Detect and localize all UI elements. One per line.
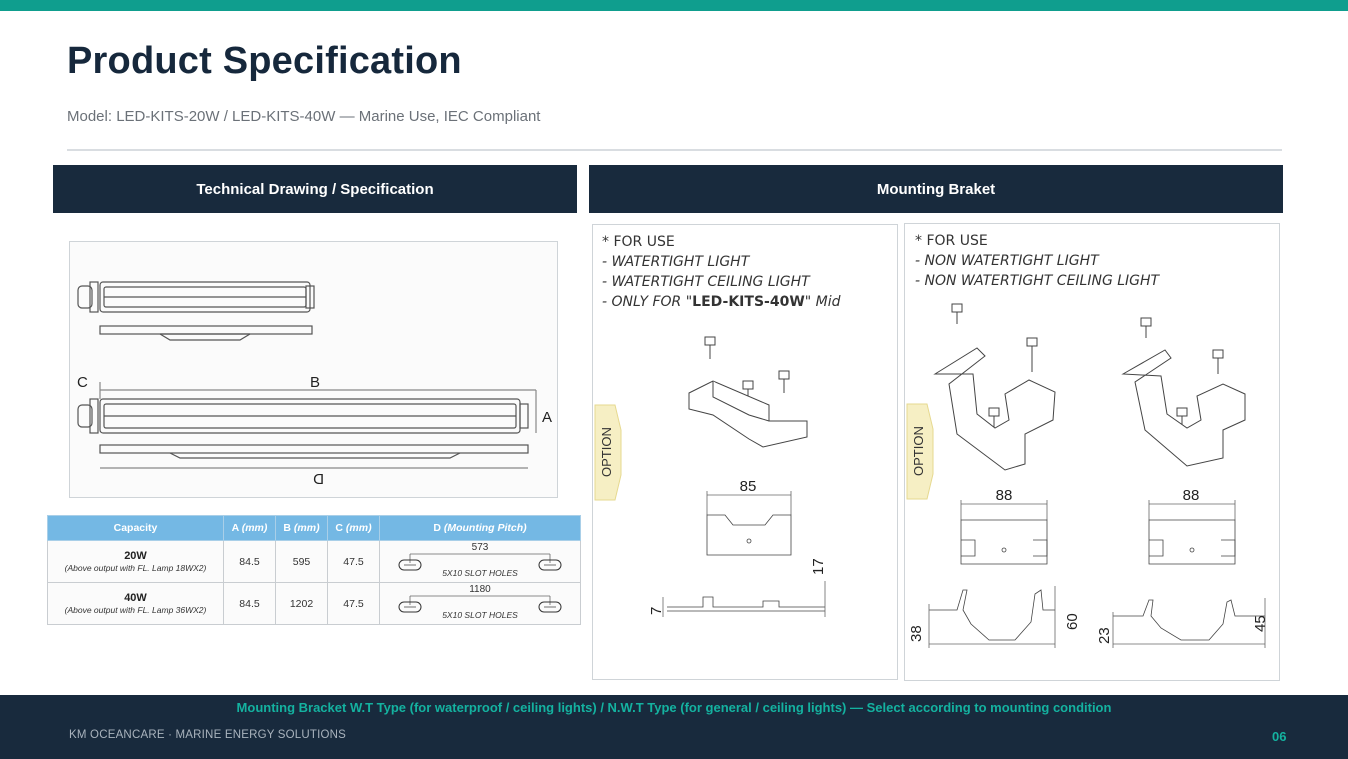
c-cell: 47.5 <box>328 541 380 583</box>
page-subtitle: Model: LED-KITS-20W / LED-KITS-40W — Marine Use, IEC Compliant <box>67 108 541 125</box>
slot-hole-diagram <box>382 583 578 621</box>
header-capacity: Capacity <box>48 516 224 541</box>
spec-table-header-row <box>48 516 581 541</box>
bracket-wt-panel <box>592 224 898 680</box>
capacity-cell: 40W (Above output with FL. Lamp 36WX2) <box>48 583 224 625</box>
nwt-dim-width-1: 88 <box>995 487 1013 504</box>
svg-text:573: 573 <box>471 542 489 553</box>
c-cell: 47.5 <box>328 583 380 625</box>
bracket-nwt-panel <box>904 223 1280 681</box>
wt-dim-width: 85 <box>739 478 757 495</box>
title-divider <box>67 149 1282 151</box>
a-cell: 84.5 <box>224 541 276 583</box>
b-cell: 1202 <box>276 583 328 625</box>
header-b: B (mm) <box>276 516 328 541</box>
nwt-dim-width-2: 88 <box>1182 487 1200 504</box>
svg-text:5X10 SLOT HOLES: 5X10 SLOT HOLES <box>442 610 518 620</box>
drawing-label-d: D <box>313 470 324 487</box>
bracket-nwt-drawing <box>905 224 1281 682</box>
nwt-dim-h2-left: 23 <box>1096 627 1113 644</box>
wt-use-line1: - WATERTIGHT LIGHT <box>602 254 750 270</box>
mounting-bracket-header: Mounting Braket <box>589 165 1283 213</box>
drawing-label-c: C <box>77 374 88 391</box>
wt-option-tag: OPTION <box>599 427 614 477</box>
svg-text:5X10 SLOT HOLES: 5X10 SLOT HOLES <box>442 568 518 578</box>
top-accent-bar <box>0 0 1348 11</box>
mounting-pitch-cell <box>380 541 581 583</box>
bracket-wt-drawing <box>593 225 899 681</box>
header-c: C (mm) <box>328 516 380 541</box>
b-cell: 595 <box>276 541 328 583</box>
led-fixture-drawing <box>70 242 559 499</box>
nwt-use-line1: - NON WATERTIGHT LIGHT <box>915 253 1099 269</box>
nwt-option-tag: OPTION <box>911 426 926 476</box>
wt-use-title: * FOR USE <box>602 234 675 250</box>
svg-text:1180: 1180 <box>469 584 491 595</box>
mounting-pitch-cell <box>380 583 581 625</box>
spec-table <box>47 515 581 625</box>
nwt-dim-h2-right: 45 <box>1252 615 1269 632</box>
table-row <box>48 541 581 583</box>
header-d: D (Mounting Pitch) <box>380 516 581 541</box>
header-a: A (mm) <box>224 516 276 541</box>
technical-drawing-header: Technical Drawing / Specification <box>53 165 577 213</box>
wt-dim-height: 17 <box>810 558 827 575</box>
slot-hole-diagram <box>382 541 578 579</box>
nwt-dim-h1-left: 38 <box>908 625 925 642</box>
nwt-use-line2: - NON WATERTIGHT CEILING LIGHT <box>915 273 1160 289</box>
page-title: Product Specification <box>67 40 462 82</box>
wt-use-line2: - WATERTIGHT CEILING LIGHT <box>602 274 810 290</box>
footer-note: Mounting Bracket W.T Type (for waterproof / ceiling lights) / N.W.T Type (for general / ceiling lights) — Select according to mounting condition <box>236 700 1112 715</box>
table-row <box>48 583 581 625</box>
nwt-use-title: * FOR USE <box>915 233 988 249</box>
nwt-dim-h1-right: 60 <box>1064 613 1081 630</box>
wt-dim-side: 7 <box>648 606 665 615</box>
page-number: 06 <box>1272 729 1287 744</box>
a-cell: 84.5 <box>224 583 276 625</box>
drawing-label-b: B <box>310 374 321 391</box>
drawing-label-a: A <box>542 409 553 426</box>
wt-use-line3: - ONLY FOR "LED-KITS-40W" Mid <box>602 294 841 310</box>
footer-brand: KM OCEANCARE · MARINE ENERGY SOLUTIONS <box>69 729 347 741</box>
technical-drawing <box>69 241 558 498</box>
capacity-cell: 20W (Above output with FL. Lamp 18WX2) <box>48 541 224 583</box>
